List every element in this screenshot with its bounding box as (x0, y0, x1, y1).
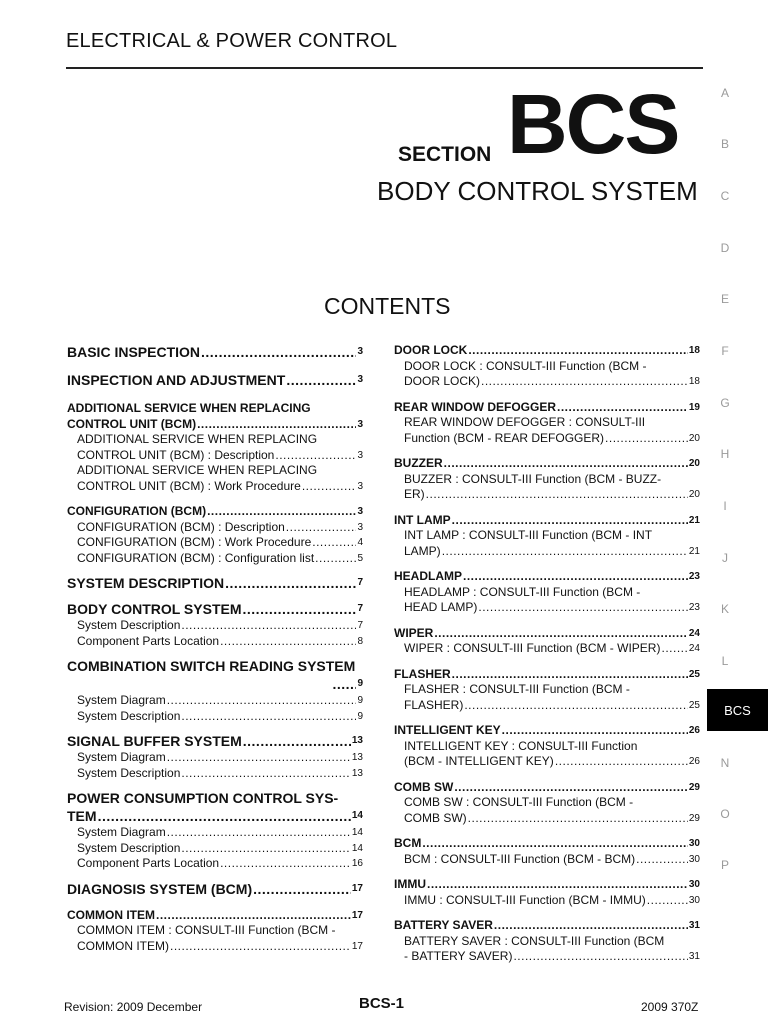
toc-entry-label: ER) (404, 487, 425, 501)
toc-entry-page: 3 (357, 480, 363, 492)
toc-entry[interactable] (394, 400, 700, 416)
toc-entry (394, 359, 700, 375)
toc-entry (67, 432, 363, 448)
toc-leader-dots (170, 939, 351, 955)
toc-entry-label: REAR WINDOW DEFOGGER : CONSULT-III (404, 415, 646, 429)
toc-entry-label: (BCM - INTELLIGENT KEY) (404, 754, 554, 768)
manual-header-title: ELECTRICAL & POWER CONTROL (66, 30, 398, 52)
toc-leader-dots (661, 641, 687, 657)
toc-entry-label: SYSTEM DESCRIPTION (67, 575, 225, 591)
toc-leader-dots (167, 750, 351, 766)
toc-leader-dots (201, 343, 356, 361)
section-tab-h[interactable]: H (720, 447, 730, 461)
toc-entry-label: COMMON ITEM) (77, 938, 169, 953)
section-label: SECTION (398, 143, 492, 166)
toc-leader-dots (468, 811, 688, 827)
toc-leader-dots (647, 893, 688, 909)
toc-entry-page: 21 (688, 545, 700, 557)
toc-leader-dots (207, 504, 356, 520)
toc-entry (67, 789, 363, 807)
toc-leader-dots (452, 667, 688, 683)
toc-entry-label: System Diagram (77, 750, 166, 764)
toc-entry-label: COMBINATION SWITCH READING SYSTEM (67, 658, 356, 674)
toc-entry[interactable] (394, 513, 700, 529)
toc-entry-page: 3 (357, 506, 363, 517)
toc-entry (394, 585, 700, 601)
toc-entry-page: 7 (357, 603, 363, 614)
toc-entry-page: 4 (357, 537, 363, 548)
toc-entry[interactable] (67, 504, 363, 520)
toc-entry-label: Component Parts Location (77, 633, 220, 648)
toc-entry[interactable] (394, 698, 700, 714)
toc-entry-label: BATTERY SAVER : CONSULT-III Function (BCM (404, 933, 665, 948)
toc-entry[interactable] (394, 754, 700, 770)
toc-entry[interactable] (394, 487, 700, 503)
toc-entry[interactable] (394, 949, 700, 965)
toc-entry[interactable] (394, 780, 700, 796)
toc-leader-dots (312, 535, 356, 551)
toc-entry-label: CONFIGURATION (BCM) : Work Procedure (77, 535, 312, 549)
toc-entry[interactable] (394, 431, 700, 447)
toc-entry-label: LAMP) (404, 543, 441, 558)
toc-entry-page: 3 (357, 418, 363, 430)
toc-leader-dots (243, 732, 351, 750)
toc-entry-page: 3 (357, 521, 363, 533)
toc-entry (394, 934, 700, 950)
toc-leader-dots (181, 766, 351, 782)
toc-leader-dots (494, 918, 688, 934)
toc-leader-dots (286, 520, 357, 536)
toc-entry[interactable] (394, 667, 700, 683)
section-code: BCS (507, 77, 679, 171)
toc-entry-page: 30 (688, 894, 700, 906)
toc-entry-label: ADDITIONAL SERVICE WHEN REPLACING (77, 463, 318, 477)
toc-leader-dots (502, 723, 688, 739)
toc-entry-label: DIAGNOSIS SYSTEM (BCM) (67, 880, 253, 897)
toc-entry[interactable] (394, 343, 700, 359)
toc-entry-page: 3 (357, 346, 363, 357)
toc-entry-label: INTELLIGENT KEY : CONSULT-III Function (404, 738, 638, 753)
toc-entry-label: WIPER (394, 625, 434, 640)
toc-entry (394, 739, 700, 755)
toc-entry-label: INT LAMP : CONSULT-III Function (BCM - INT (404, 528, 653, 542)
section-tab-g[interactable]: G (720, 396, 730, 410)
toc-leader-dots (220, 634, 356, 650)
toc-entry[interactable] (67, 634, 363, 650)
toc-entry-label: CONFIGURATION (BCM) (67, 504, 207, 518)
toc-entry-label: INSPECTION AND ADJUSTMENT (67, 372, 286, 388)
toc-entry-page: 13 (351, 752, 363, 763)
toc-entry-page: 17 (351, 940, 363, 952)
toc-entry-page: 16 (351, 858, 363, 869)
toc-entry-page: 5 (357, 552, 363, 564)
toc-entry-label: CONTROL UNIT (BCM) : Work Procedure (77, 478, 301, 493)
toc-entry-label: DOOR LOCK) (404, 374, 481, 388)
toc-entry (394, 472, 700, 488)
toc-leader-dots (426, 487, 688, 503)
toc-leader-dots (442, 544, 688, 560)
toc-entry[interactable] (394, 877, 700, 893)
toc-entry-page: 29 (688, 781, 700, 793)
toc-entry[interactable] (67, 574, 363, 592)
toc-leader-dots (181, 618, 356, 634)
toc-entry-page: 9 (357, 695, 363, 706)
toc-entry[interactable] (394, 723, 700, 739)
toc-entry-label: TEM (67, 808, 97, 824)
toc-leader-dots (332, 675, 356, 693)
toc-entry-label: SIGNAL BUFFER SYSTEM (67, 733, 242, 749)
toc-entry-page: 25 (688, 668, 700, 680)
toc-leader-dots (422, 836, 688, 852)
toc-entry-page: 29 (688, 812, 700, 824)
toc-entry[interactable] (394, 836, 700, 852)
toc-entry-label: System Diagram (77, 825, 166, 839)
toc-leader-dots (478, 600, 688, 616)
toc-entry[interactable] (67, 535, 363, 551)
toc-leader-dots (220, 856, 351, 872)
toc-entry-label: FLASHER) (404, 697, 464, 712)
toc-entry[interactable] (394, 374, 700, 390)
toc-entry[interactable] (67, 841, 363, 857)
toc-entry-label: HEADLAMP (394, 569, 462, 583)
toc-entry (67, 657, 363, 675)
toc-left-column (67, 343, 363, 954)
section-tab-e[interactable]: E (720, 292, 729, 306)
toc-entry-label: COMB SW : CONSULT-III Function (BCM - (404, 795, 634, 809)
toc-entry-label: COMB SW (394, 779, 454, 794)
toc-entry-label: BCM : CONSULT-III Function (BCM - BCM) (404, 851, 636, 866)
toc-entry-page: 13 (351, 735, 363, 746)
toc-entry-page: 25 (688, 699, 700, 711)
toc-entry[interactable] (394, 641, 700, 657)
toc-entry-page: 8 (357, 635, 363, 647)
toc-entry[interactable] (67, 618, 363, 634)
toc-entry-page: 14 (351, 842, 363, 854)
toc-entry (394, 415, 700, 431)
section-tab-n[interactable]: N (720, 756, 730, 770)
toc-entry-label: HEADLAMP : CONSULT-III Function (BCM - (404, 584, 641, 599)
toc-entry-page: 3 (357, 449, 363, 461)
toc-entry[interactable] (67, 417, 363, 433)
toc-entry-label: WIPER : CONSULT-III Function (BCM - WIPER) (404, 641, 661, 655)
toc-entry[interactable] (394, 544, 700, 560)
toc-entry-label: COMMON ITEM : CONSULT-III Function (BCM - (77, 923, 336, 937)
toc-entry[interactable] (67, 675, 363, 693)
section-tab-k[interactable]: K (720, 602, 729, 616)
toc-leader-dots (225, 574, 356, 592)
toc-entry-page: 31 (688, 920, 700, 931)
section-tab-o[interactable]: O (720, 807, 730, 821)
toc-leader-dots (464, 698, 688, 714)
toc-entry-label: FLASHER (394, 666, 451, 681)
section-tab-j[interactable]: J (722, 551, 728, 565)
toc-leader-dots (468, 343, 688, 359)
toc-entry-label: REAR WINDOW DEFOGGER (394, 399, 556, 414)
toc-leader-dots (253, 880, 351, 898)
toc-entry-label: Component Parts Location (77, 856, 220, 870)
toc-entry-label: CONTROL UNIT (BCM) (67, 416, 197, 431)
footer-model: 2009 370Z (641, 1000, 699, 1014)
footer-page-number: BCS-1 (359, 995, 405, 1012)
toc-entry[interactable] (67, 750, 363, 766)
toc-entry-label: CONFIGURATION (BCM) : Configuration list (77, 550, 315, 565)
toc-entry[interactable] (67, 766, 363, 782)
toc-leader-dots (555, 754, 688, 770)
toc-entry[interactable] (67, 479, 363, 495)
toc-leader-dots (557, 400, 688, 416)
toc-entry[interactable] (67, 371, 363, 389)
toc-entry-label: BUZZER (394, 456, 443, 470)
toc-entry-label: HEAD LAMP) (404, 600, 478, 614)
toc-entry-label: - BATTERY SAVER) (404, 949, 513, 963)
toc-entry-page: 19 (688, 401, 700, 413)
toc-entry-label: CONFIGURATION (BCM) : Description (77, 519, 285, 534)
toc-entry-page: 13 (351, 767, 363, 779)
contents-title: CONTENTS (324, 293, 451, 319)
toc-entry-label: INTELLIGENT KEY (394, 723, 501, 737)
toc-entry-label: DOOR LOCK : CONSULT-III Function (BCM - (404, 358, 647, 373)
toc-entry-page: 24 (688, 643, 700, 654)
toc-entry (67, 463, 363, 479)
toc-leader-dots (98, 807, 351, 825)
toc-entry-page: 3 (357, 374, 363, 385)
toc-entry-page: 7 (357, 577, 363, 588)
toc-entry-label: BCM (394, 836, 422, 850)
toc-entry-label: FLASHER : CONSULT-III Function (BCM - (404, 682, 630, 696)
toc-entry-page: 17 (351, 882, 363, 894)
toc-leader-dots (275, 448, 356, 464)
toc-entry-label: BATTERY SAVER (394, 918, 493, 932)
toc-entry-page: 26 (688, 756, 700, 767)
toc-entry-label: Function (BCM - REAR DEFOGGER) (404, 430, 605, 445)
toc-entry[interactable] (67, 807, 363, 825)
toc-entry-label: CONTROL UNIT (BCM) : Description (77, 447, 275, 462)
toc-entry-page: 20 (688, 458, 700, 469)
toc-entry-page: 20 (688, 489, 700, 500)
toc-entry-label: System Diagram (77, 693, 166, 707)
toc-leader-dots (286, 371, 356, 389)
toc-entry-label: ADDITIONAL SERVICE WHEN REPLACING (67, 401, 311, 415)
toc-entry-label: COMB SW) (404, 810, 467, 825)
toc-leader-dots (434, 626, 688, 642)
header-rule (66, 67, 703, 69)
toc-entry-page: 20 (688, 432, 700, 444)
toc-leader-dots (181, 709, 356, 725)
section-tab-i[interactable]: I (723, 499, 727, 513)
toc-entry-page: 26 (688, 725, 700, 736)
toc-leader-dots (636, 852, 688, 868)
toc-entry (67, 401, 363, 417)
toc-entry-label: INT LAMP (394, 512, 451, 527)
toc-entry-page: 23 (688, 571, 700, 582)
section-tab-d[interactable]: D (720, 241, 730, 255)
toc-entry-page: 9 (357, 710, 363, 722)
toc-leader-dots (444, 456, 688, 472)
toc-entry (394, 682, 700, 698)
toc-leader-dots (513, 949, 687, 965)
toc-entry-page: 18 (688, 345, 700, 356)
toc-entry-label: System Description (77, 618, 181, 632)
section-name: BODY CONTROL SYSTEM (377, 176, 698, 206)
toc-entry-label: System Description (77, 840, 181, 855)
toc-entry[interactable] (394, 893, 700, 909)
toc-entry (67, 923, 363, 939)
toc-leader-dots (156, 908, 351, 924)
toc-leader-dots (197, 417, 356, 433)
toc-entry-page: 30 (688, 879, 700, 890)
toc-leader-dots (481, 374, 688, 390)
toc-entry[interactable] (394, 456, 700, 472)
section-tab-active[interactable]: BCS (707, 689, 768, 731)
toc-entry[interactable] (67, 908, 363, 924)
toc-entry-page: 31 (688, 951, 700, 962)
toc-entry-label: System Description (77, 708, 181, 723)
toc-entry[interactable] (67, 343, 363, 361)
section-tab-l[interactable]: L (721, 654, 729, 668)
toc-right-column (394, 343, 700, 965)
toc-entry-label: IMMU (394, 877, 426, 891)
toc-entry (394, 795, 700, 811)
footer-revision: Revision: 2009 December (64, 1000, 203, 1014)
toc-entry-page: 23 (688, 602, 700, 613)
toc-leader-dots (243, 600, 357, 618)
toc-leader-dots (454, 780, 688, 796)
toc-entry[interactable] (67, 709, 363, 725)
toc-leader-dots (427, 877, 688, 893)
toc-entry-page: 21 (688, 514, 700, 526)
section-tab-c[interactable]: C (720, 189, 730, 203)
toc-entry[interactable] (67, 732, 363, 750)
toc-entry-page: 14 (351, 810, 363, 821)
toc-entry[interactable] (394, 626, 700, 642)
toc-entry-label: COMMON ITEM (67, 907, 155, 922)
toc-entry[interactable] (67, 880, 363, 898)
toc-entry-label: IMMU : CONSULT-III Function (BCM - IMMU) (404, 892, 646, 907)
toc-entry[interactable] (394, 811, 700, 827)
toc-entry-label: BUZZER : CONSULT-III Function (BCM - BUZZ- (404, 471, 662, 486)
toc-entry[interactable] (394, 569, 700, 585)
toc-entry-page: 30 (688, 838, 700, 849)
toc-entry-page: 7 (357, 620, 363, 631)
toc-entry-label: ADDITIONAL SERVICE WHEN REPLACING (77, 432, 318, 446)
toc-leader-dots (315, 551, 356, 567)
toc-entry-label: BASIC INSPECTION (67, 344, 201, 360)
toc-entry[interactable] (67, 856, 363, 872)
toc-leader-dots (167, 825, 351, 841)
toc-entry[interactable] (67, 520, 363, 536)
section-tab-p[interactable]: P (720, 858, 729, 872)
section-tab-a[interactable]: A (720, 86, 729, 100)
toc-entry[interactable] (394, 852, 700, 868)
toc-entry[interactable] (67, 448, 363, 464)
toc-leader-dots (452, 513, 688, 529)
toc-entry-page: 9 (357, 678, 363, 689)
toc-entry-label: DOOR LOCK (394, 343, 468, 357)
toc-entry[interactable] (394, 918, 700, 934)
toc-entry-page: 30 (688, 853, 700, 865)
toc-entry[interactable] (67, 693, 363, 709)
toc-entry-page: 24 (688, 627, 700, 639)
toc-leader-dots (181, 841, 351, 857)
toc-leader-dots (167, 693, 357, 709)
toc-entry-page: 17 (351, 909, 363, 921)
section-tab-f[interactable]: F (721, 344, 729, 358)
toc-entry[interactable] (67, 600, 363, 618)
toc-entry-label: POWER CONSUMPTION CONTROL SYS- (67, 790, 339, 806)
section-tab-b[interactable]: B (720, 137, 729, 151)
toc-leader-dots (302, 479, 357, 495)
toc-entry[interactable] (394, 600, 700, 616)
toc-entry[interactable] (67, 825, 363, 841)
toc-leader-dots (605, 431, 688, 447)
toc-entry-label: System Description (77, 765, 181, 780)
toc-entry-page: 18 (688, 376, 700, 387)
toc-entry[interactable] (67, 939, 363, 955)
toc-entry[interactable] (67, 551, 363, 567)
toc-entry-page: 14 (351, 827, 363, 838)
toc-entry (394, 528, 700, 544)
toc-entry-label: BODY CONTROL SYSTEM (67, 601, 242, 617)
toc-leader-dots (463, 569, 688, 585)
